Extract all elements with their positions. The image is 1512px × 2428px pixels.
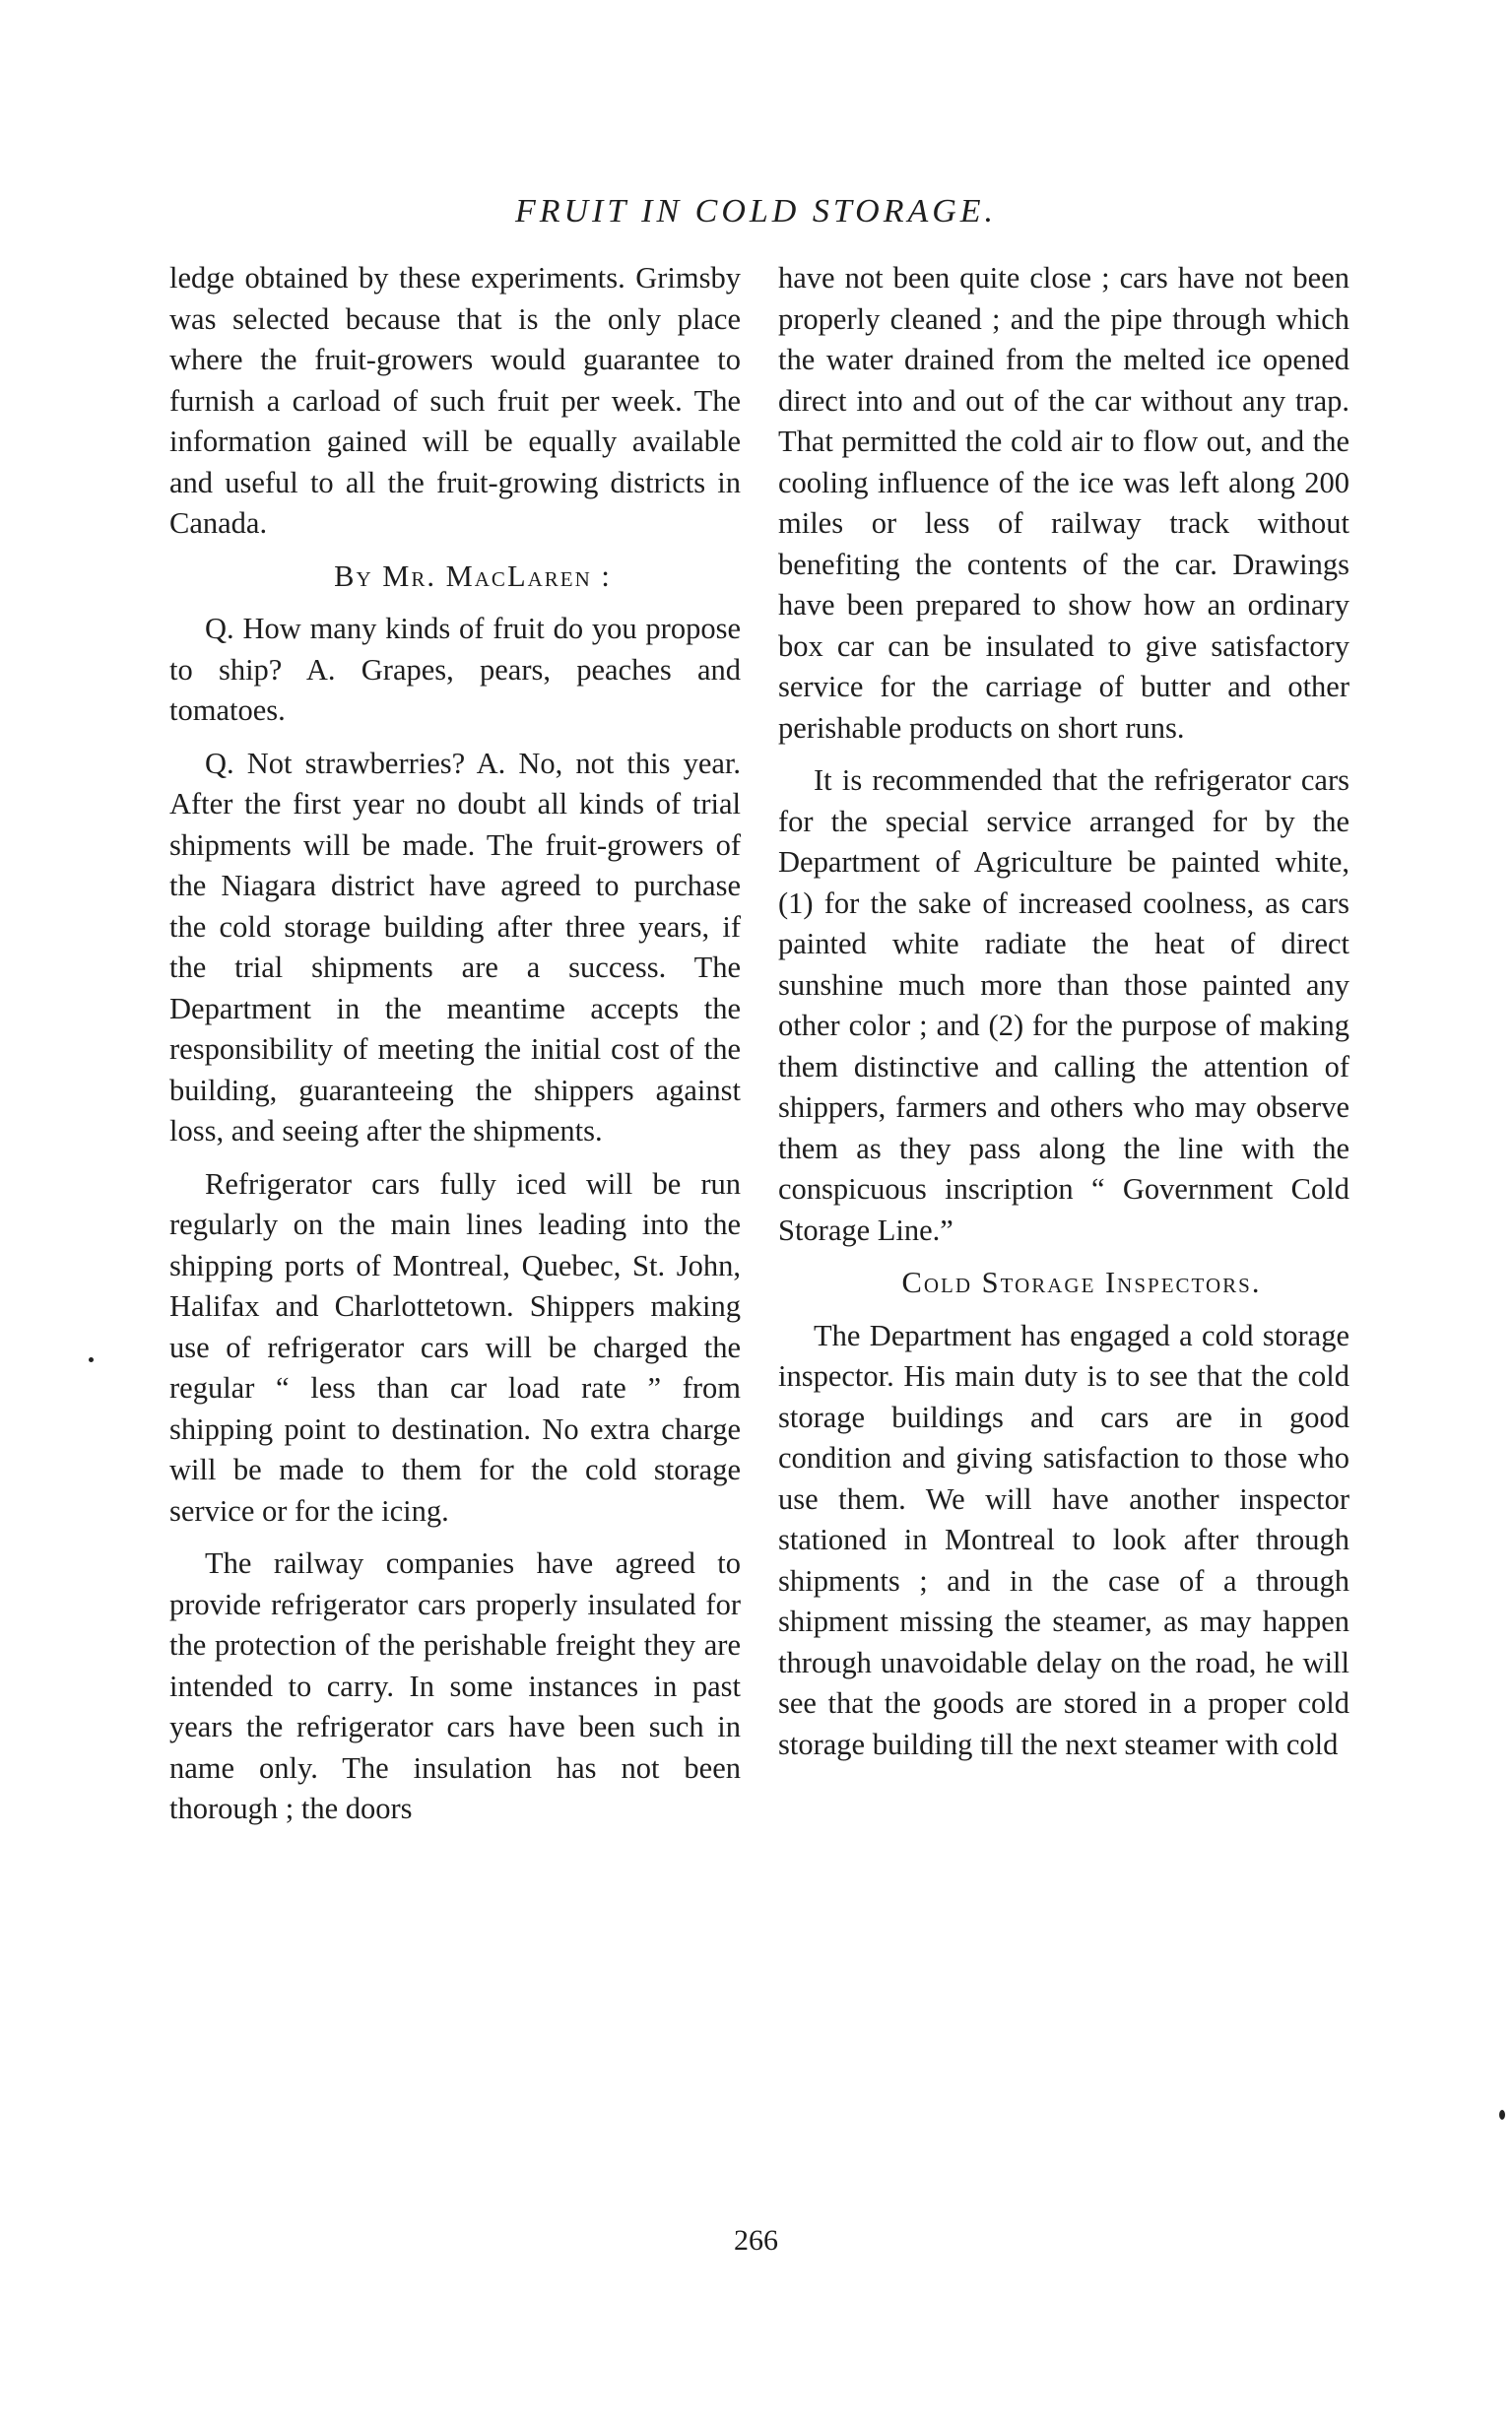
page-number: 266 — [734, 2224, 778, 2257]
right-column — [778, 258, 1349, 1777]
paragraph: ledge obtained by these experiments. Grimsby was selected because that is the only place where the fruit-growers would guarantee to furnish a carload of such fruit per week. The information gained will be equally available and useful to all the fruit-growing districts in Canada. — [169, 261, 741, 540]
paragraph: have not been quite close ; cars have not been properly cleaned ; and the pipe through which the water drained from the melted ice opened direct into and out of the car without any trap. That permitted the cold air to flow out, and the cooling influence of the ice was left along 200 miles or less of railway track without benefiting the contents of the car. Drawings have been prepared to show how an ordinary box car can be insulated to give satisfactory service for the carriage of butter and other perishable products on short runs. — [778, 261, 1349, 745]
section-heading: Cold Storage Inspectors. — [901, 1266, 1262, 1299]
paragraph: The railway companies have agreed to provide refrigerator cars properly insulated for the protection of the perishable freight they are intended to carry. In some instances in past years the refrigerator cars have been such in name only. The insulation has not been thorough ; the doors — [169, 1546, 741, 1825]
ink-speck — [89, 1357, 94, 1362]
page-title: FRUIT IN COLD STORAGE. — [514, 193, 998, 230]
paragraph: It is recommended that the refrigerator cars for the special service arranged for by the Department of Agriculture be painted white, (1) for the sake of increased coolness, as cars painted white radiate the heat of direct sunshine much more than those painted any other color ; and (2) for the purpose of making them distinctive and calling the attention of shippers, farmers and others who may observe them as they pass along the line with the conspicuous inscription “ Government Cold Storage Line.” — [778, 763, 1349, 1247]
paragraph: Q. How many kinds of fruit do you propose to ship? A. Grapes, pears, peaches and tomatoes. — [169, 612, 741, 727]
paragraph: Q. Not strawberries? A. No, not this year. After the first year no doubt all kinds of trial shipments will be made. The fruit-growers of the Niagara district have agreed to purchase the cold storage building after three years, if the trial shipments are a success. The Department in the meantime accepts the responsibility of meeting the initial cost of the building, guaranteeing the shippers against loss, and seeing after the shipments. — [169, 746, 741, 1148]
ink-speck — [1499, 2110, 1505, 2120]
section-heading: By Mr. MacLaren : — [334, 558, 612, 593]
paragraph: Refrigerator cars fully iced will be run regularly on the main lines leading into the shipping ports of Montreal, Quebec, St. John, Halifax and Charlottetown. Shippers making use of refrigerator cars will be charged the regular “ less than car load rate ” from shipping point to destination. No extra charge will be made to them for the cold storage service or for the icing. — [169, 1166, 741, 1528]
left-column — [169, 258, 741, 1842]
paragraph: The Department has engaged a cold storage inspector. His main duty is to see that the cold storage buildings and cars are in good condition and giving satisfaction to those who use them. We will have another inspector stationed in Montreal to look after through shipments ; and in the case of a through shipment missing the steamer, as may happen through unavoidable delay on the road, he will see that the goods are stored in a proper cold storage building till the next steamer with cold — [778, 1318, 1349, 1761]
